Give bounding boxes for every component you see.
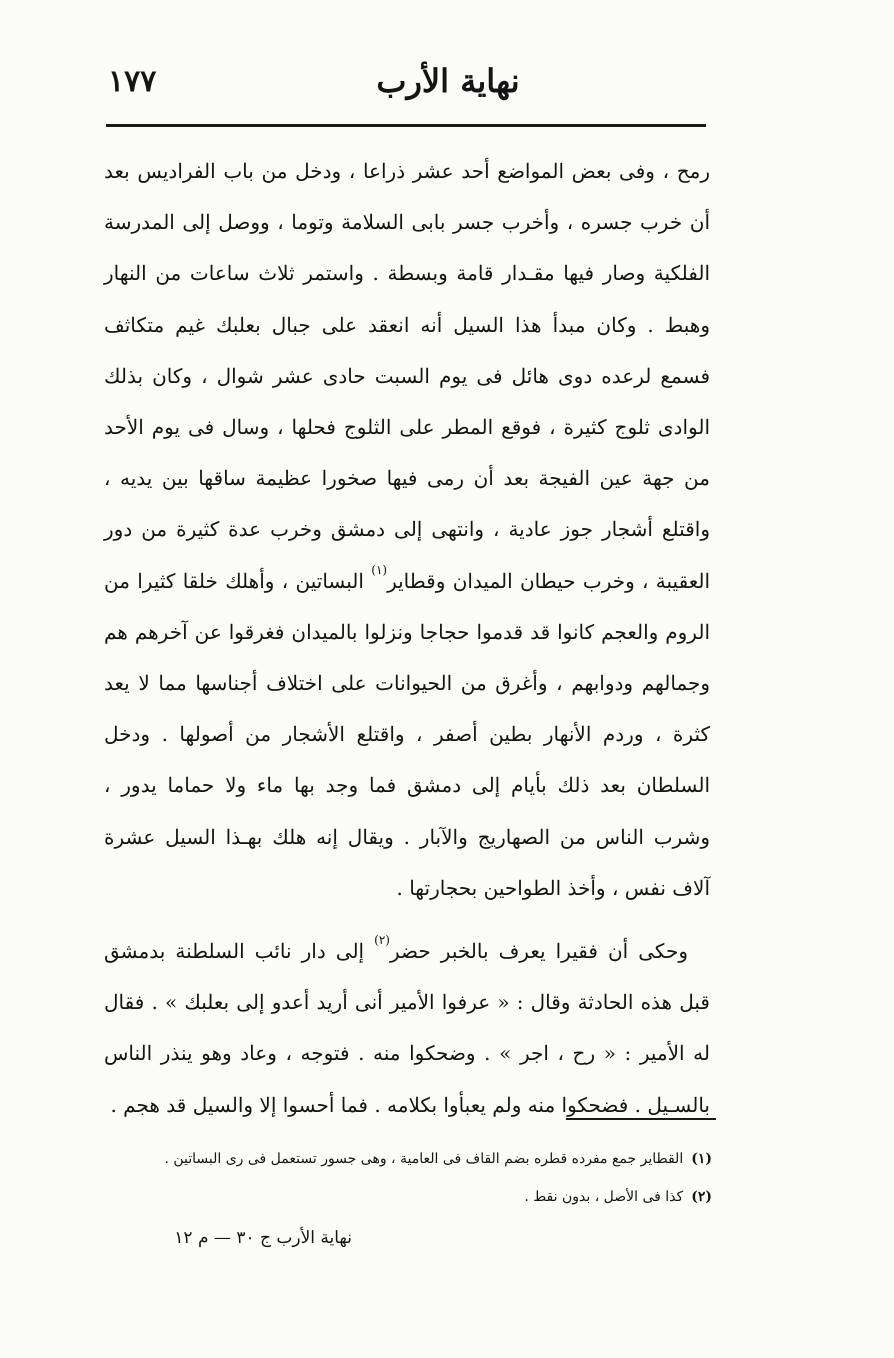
footnote-ref-1: (١) (371, 562, 388, 577)
body-text (104, 146, 710, 1131)
footnote-rule (566, 1118, 716, 1120)
paragraph-2-continuation: إلى دار نائب السلطنة بدمشق قبل هذه الحادثة وقال : « عرفوا الأمير أنى أريد أعدو إلى بعلبك » . فقال له الأمير : « رح ، اجر » . وضحكوا منه . فتوجه ، وعاد وهو ينذر الناس بالسـيل . فضحكوا منه ولم يعبأوا بكلامه . فما أحسوا إلا والسيل قد هجم . (104, 939, 710, 1117)
running-head (108, 62, 704, 110)
paragraph-2 (104, 926, 710, 1131)
footnote-ref-2: (٢) (374, 933, 390, 948)
footnote-text: القطاير جمع مفرده قطره بضم القاف فى العامية ، وهى جسور تستعمل فى رى البساتين . (164, 1151, 684, 1167)
header-rule (106, 124, 706, 127)
footnote-number: (١) (691, 1151, 712, 1167)
footnotes (112, 1140, 712, 1216)
footnote-2 (112, 1178, 712, 1216)
paragraph-1 (104, 146, 710, 914)
footnote-number: (٢) (691, 1189, 712, 1205)
paragraph-2-text: وحكى أن فقيرا يعرف بالخبر حضر (389, 939, 688, 964)
page-number: ١٧٧ (108, 64, 157, 99)
footnote-text: كذا فى الأصل ، بدون نقط . (524, 1189, 684, 1205)
paragraph-1-text: رمح ، وفى بعض المواضع أحد عشر ذراعا ، ودخل من باب الفراديس بعد أن خرب جسره ، وأخرب جسر بابى السلامة وتوما ، ووصل إلى المدرسة الفلكية وصار فيها مقـدار قامة وبسطة . واستمر ثلاث ساعات من النهار وهبط . وكان مبدأ هذا السيل أنه انعقد على جبال بعلبك غيم متكاثف فسمع لرعده دوى هائل فى يوم السبت حادى عشر شوال ، وكان بذلك الوادى ثلوج كثيرة ، فوقع المطر على الثلوج فحلها ، وسال فى يوم الأحد من جهة عين الفيجة بعد أن رمى فيها صخورا عظيمة ساقها بين يديه ، واقتلع أشجار جوز عادية ، وانتهى إلى دمشق وخرب عدة كثيرة من دور العقيبة ، وخرب حيطان الميدان وقطاير (104, 159, 711, 593)
signature-mark: نهاية الأرب ج ٣٠ — م ١٢ (174, 1228, 352, 1248)
paragraph-1-continuation: البساتين ، وأهلك خلقا كثيرا من الروم والعجم كانوا قد قدموا حجاجا ونزلوا بالميدان فغرقوا عن آخرهم هم وجمالهم ودوابهم ، وأغرق من الحيوانات على اختلاف أجناسها مما لا يعد كثرة ، وردم الأنهار بطين أصفر ، واقتلع الأشجار من أصولها . ودخل السلطان بعد ذلك بأيام إلى دمشق فما وجد بها ماء ولا حماما يدور ، وشرب الناس من الصهاريج والآبار . ويقال إنه هلك بهـذا السيل عشرة آلاف نفس ، وأخذ الطواحين بحجارتها . (104, 568, 710, 900)
book-title: نهاية الأرب (376, 62, 520, 100)
footnote-1 (112, 1140, 712, 1178)
